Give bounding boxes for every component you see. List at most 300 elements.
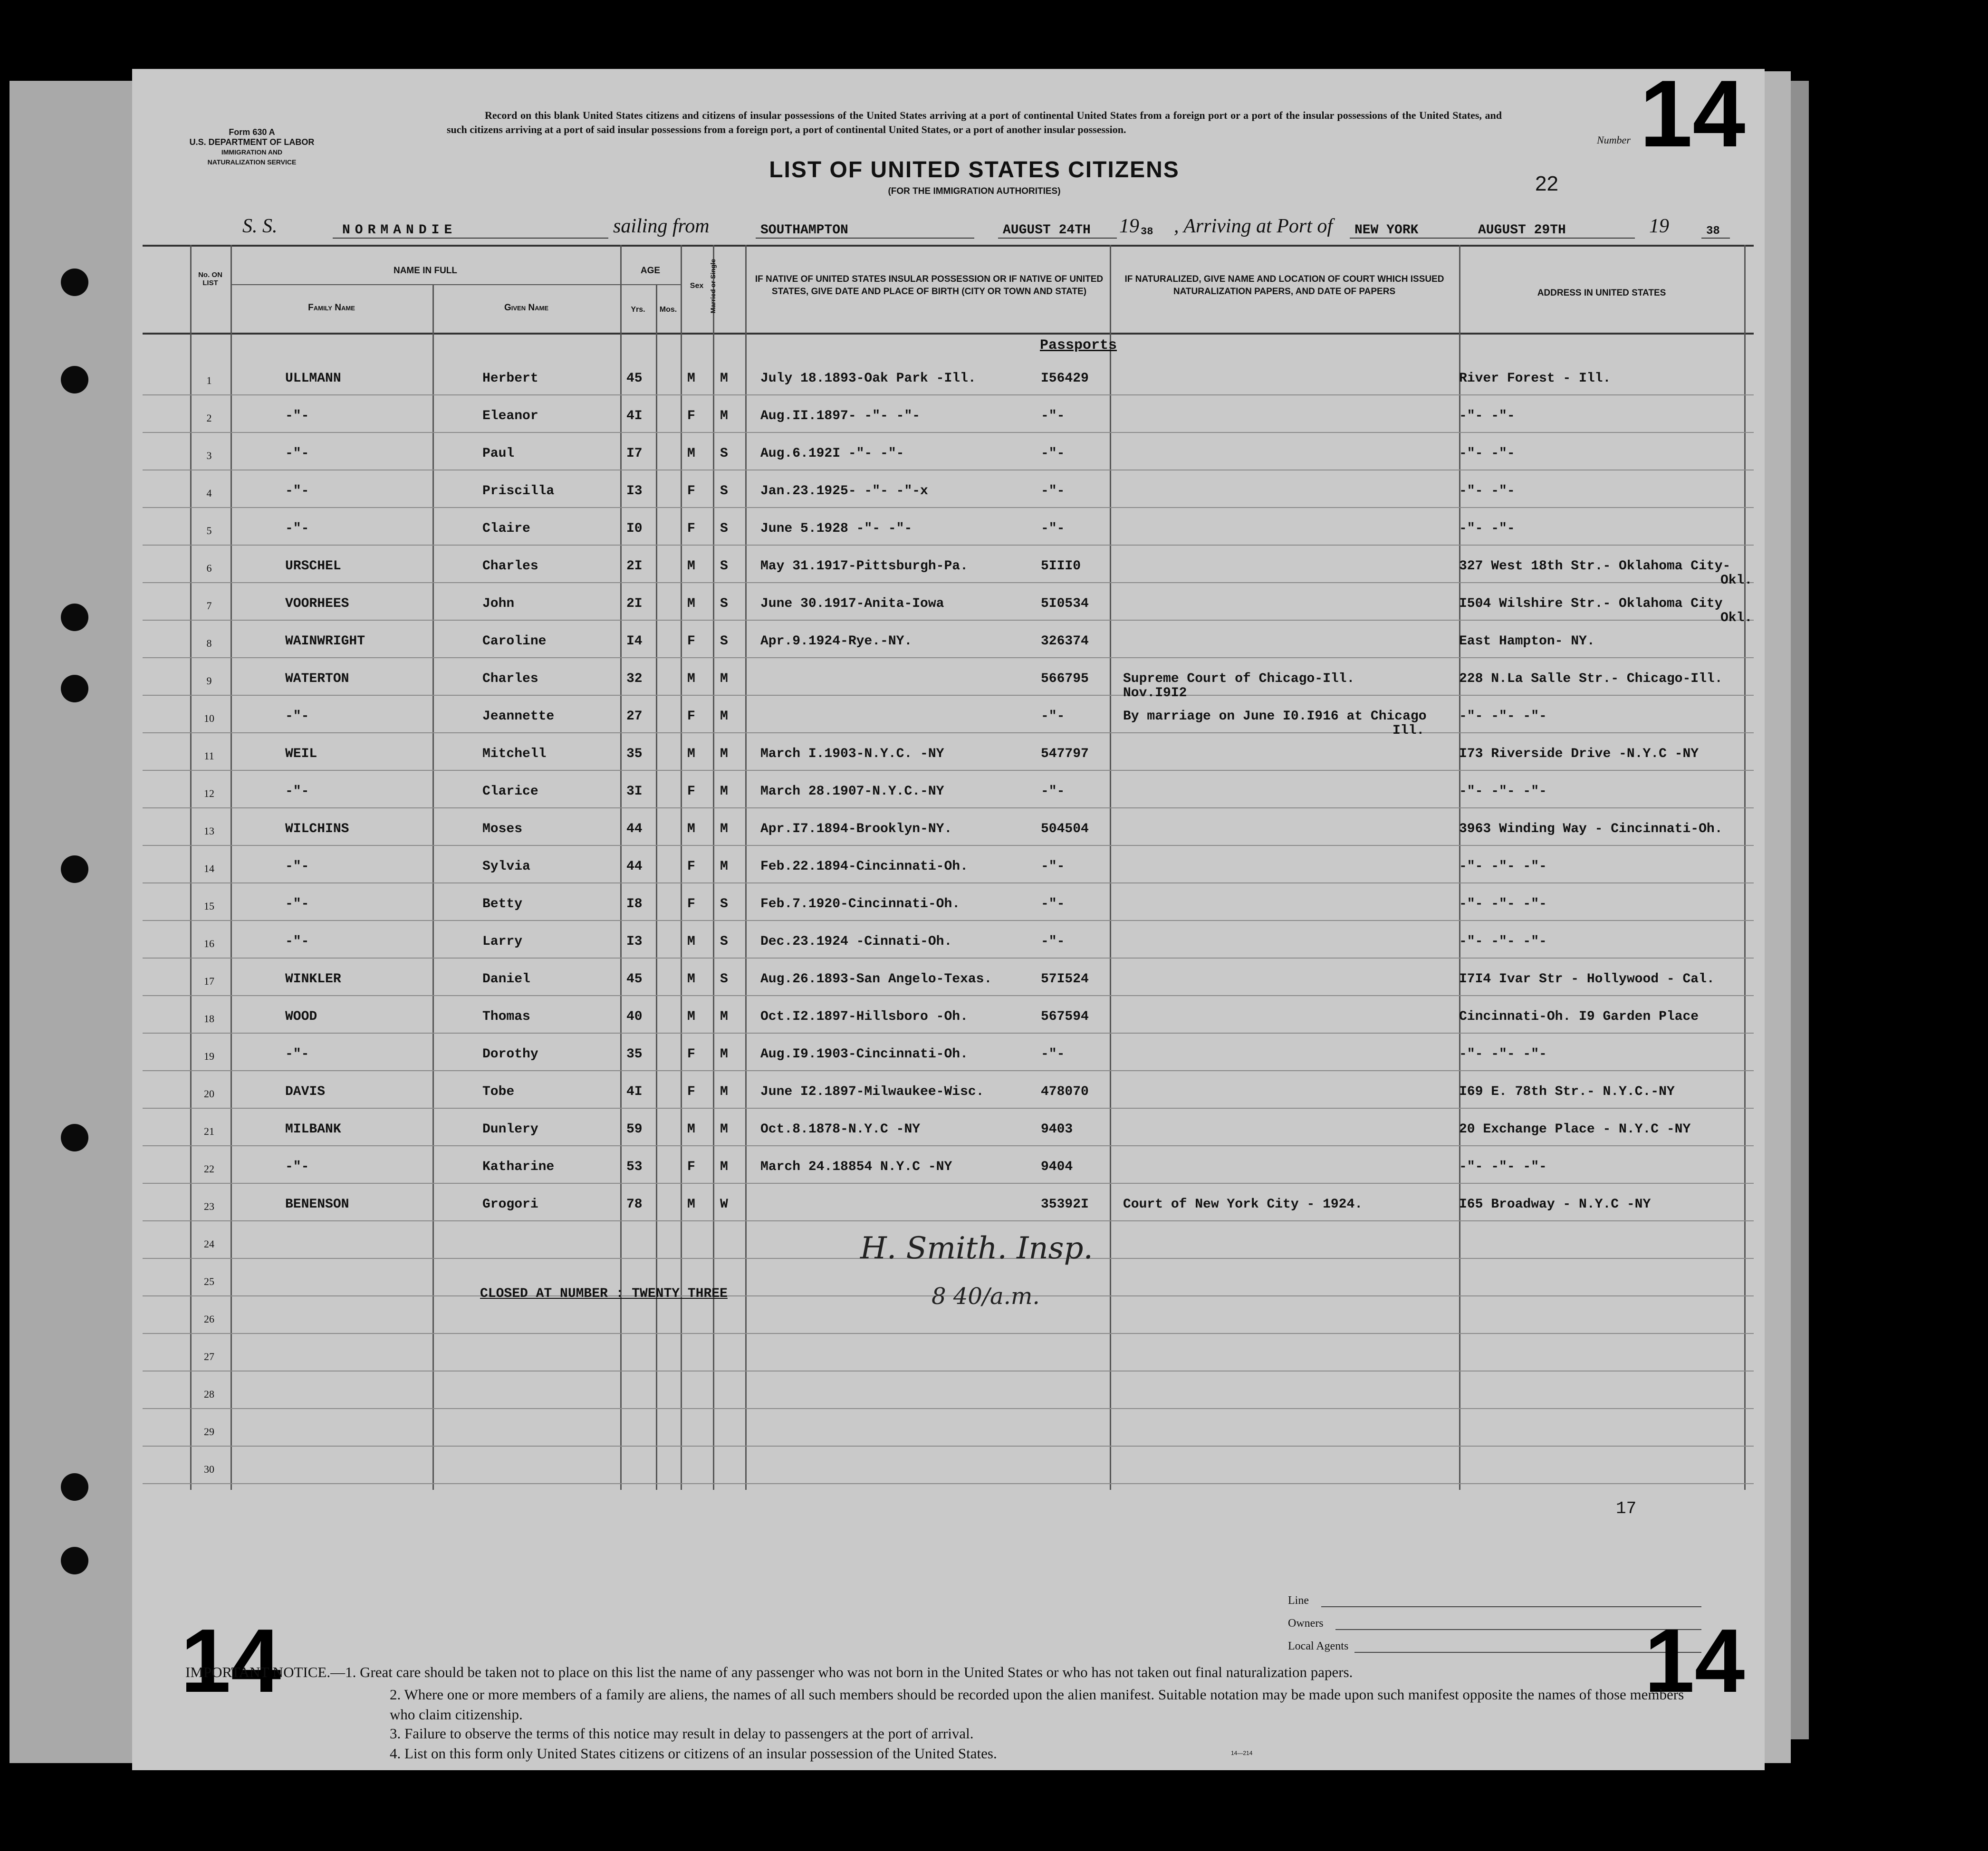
row-sex: F [687, 859, 695, 874]
row-yrs: 2I [626, 596, 643, 611]
row-number: 14 [204, 863, 214, 874]
departure-port: SOUTHAMPTON [760, 223, 848, 238]
row-yrs: 32 [626, 671, 643, 686]
row-number: 18 [204, 1013, 214, 1025]
row-rule [143, 582, 1754, 583]
row-sex: F [687, 484, 695, 499]
departure-year-prefix: 19 [1119, 215, 1139, 237]
row-passport: -"- [1041, 859, 1065, 874]
row-yrs: I4 [626, 634, 643, 649]
row-number: 29 [204, 1426, 214, 1438]
row-family: -"- [285, 446, 309, 461]
header-native-birth: IF NATIVE OF UNITED STATES INSULAR POSSESSION OR IF NATIVE OF UNITED STATES, GIVE DATE AND PLACE OF BIRTH (CITY OR TOWN AND STATE) [755, 274, 1104, 297]
row-number: 24 [204, 1238, 214, 1250]
row-family: -"- [285, 897, 309, 911]
page-edge [1765, 71, 1791, 1763]
row-passport: -"- [1041, 934, 1065, 949]
row-yrs: I8 [626, 897, 643, 911]
row-sex: M [687, 972, 695, 987]
owners-label: Owners [1288, 1617, 1324, 1630]
row-address-continued: Okl. [1720, 573, 1753, 588]
corner-number-left: 14 [181, 1611, 281, 1711]
row-given: Jeannette [482, 709, 555, 724]
row-rule [143, 1108, 1754, 1109]
row-sex: M [687, 822, 695, 836]
row-ms: S [720, 559, 728, 574]
row-number: 5 [206, 525, 212, 537]
row-address-continued: Okl. [1720, 611, 1753, 625]
row-number: 17 [204, 975, 214, 987]
name-subheader-rule [230, 284, 620, 285]
row-rule [143, 394, 1754, 395]
ss-label: S. S. [242, 215, 278, 237]
row-ms: M [720, 709, 728, 724]
row-address: I69 E. 78th Str.- N.Y.C.-NY [1459, 1084, 1675, 1099]
row-rule [143, 732, 1754, 733]
binder-hole [61, 604, 88, 631]
row-ms: S [720, 972, 728, 987]
row-ms: M [720, 747, 728, 761]
row-given: Dorothy [482, 1047, 538, 1062]
row-sex: M [687, 934, 695, 949]
row-ms: S [720, 521, 728, 536]
row-court: Supreme Court of Chicago-Ill. [1123, 671, 1355, 686]
closed-at-number: CLOSED AT NUMBER : TWENTY THREE [480, 1286, 728, 1301]
row-ms: M [720, 1122, 728, 1137]
row-address: 20 Exchange Place - N.Y.C -NY [1459, 1122, 1691, 1137]
row-address: I7I4 Ivar Str - Hollywood - Cal. [1459, 972, 1715, 987]
row-passport: -"- [1041, 409, 1065, 423]
row-passport: -"- [1041, 1047, 1065, 1062]
departure-date: AUGUST 24TH [1003, 223, 1091, 238]
row-family: URSCHEL [285, 559, 341, 574]
row-birth: Aug.26.1893-San Angelo-Texas. [760, 972, 992, 987]
departure-year: 38 [1141, 226, 1153, 238]
age-subheader-rule [620, 284, 681, 285]
row-passport: 9404 [1041, 1160, 1073, 1174]
row-birth: Aug.II.1897- -"- -"- [760, 409, 921, 423]
header-given-name: Given Name [504, 303, 548, 313]
arrival-port: NEW YORK [1354, 223, 1419, 238]
row-birth: Apr.9.1924-Rye.-NY. [760, 634, 912, 649]
column-line [656, 285, 657, 1490]
row-given: Claire [482, 521, 530, 536]
row-passport: 57I524 [1041, 972, 1089, 987]
binder-hole [61, 855, 88, 883]
header-name-in-full: NAME IN FULL [393, 266, 458, 276]
row-ms: W [720, 1197, 728, 1212]
row-number: 11 [204, 750, 214, 762]
row-address: Cincinnati-Oh. I9 Garden Place [1459, 1009, 1699, 1024]
row-rule [143, 770, 1754, 771]
row-birth: Feb.7.1920-Cincinnati-Oh. [760, 897, 960, 911]
underline [756, 238, 974, 239]
row-address: 327 West 18th Str.- Oklahoma City- [1459, 559, 1731, 574]
row-given: Clarice [482, 784, 538, 799]
row-sex: F [687, 709, 695, 724]
row-rule [143, 695, 1754, 696]
form-identification [162, 127, 342, 167]
page-subtitle: (FOR THE IMMIGRATION AUTHORITIES) [888, 186, 1061, 196]
row-given: Daniel [482, 972, 530, 987]
row-given: Grogori [482, 1197, 538, 1212]
row-address: -"- -"- [1459, 484, 1515, 499]
row-family: BENENSON [285, 1197, 349, 1212]
row-number: 16 [204, 938, 214, 949]
binder-hole [61, 366, 88, 393]
row-given: John [482, 596, 515, 611]
page-edge-shadow [1791, 81, 1809, 1739]
column-line [190, 245, 192, 1490]
sailing-from-label: sailing from [613, 215, 710, 237]
row-number: 4 [206, 487, 212, 499]
row-rule [143, 995, 1754, 996]
binder-hole [61, 1547, 88, 1574]
row-birth: Dec.23.1924 -Cinnati-Oh. [760, 934, 952, 949]
row-sex: M [687, 596, 695, 611]
column-line [1110, 245, 1111, 1490]
row-court: By marriage on June I0.I916 at Chicago [1123, 709, 1427, 724]
row-yrs: 35 [626, 747, 643, 761]
row-rule [143, 1183, 1754, 1184]
row-family: ULLMANN [285, 371, 341, 386]
row-birth: May 31.1917-Pittsburgh-Pa. [760, 559, 968, 574]
row-number: 8 [206, 637, 212, 649]
column-line [620, 245, 622, 1490]
row-birth: Jan.23.1925- -"- -"-x [760, 484, 928, 499]
row-address: -"- -"- -"- [1459, 709, 1547, 724]
column-line [745, 245, 747, 1490]
row-passport: -"- [1041, 784, 1065, 799]
row-family: -"- [285, 709, 309, 724]
row-number: 23 [204, 1200, 214, 1212]
binder-hole [61, 1473, 88, 1501]
binder-hole [61, 1124, 88, 1151]
row-rule [143, 920, 1754, 921]
row-passport: 5III0 [1041, 559, 1081, 574]
notice-1: IMPORTANT NOTICE.—1. Great care should be taken not to place on this list the name of any passenger who was not born in the United States or who has not taken out final naturalization papers. [185, 1664, 1353, 1680]
row-family: WOOD [285, 1009, 317, 1024]
row-birth: March 24.18854 N.Y.C -NY [760, 1160, 952, 1174]
row-court: Court of New York City - 1924. [1123, 1197, 1363, 1212]
row-family: -"- [285, 521, 309, 536]
row-rule [143, 507, 1754, 508]
row-court-continued: Ill. [1393, 723, 1425, 738]
row-family: WINKLER [285, 972, 341, 987]
sheet-count: 17 [1616, 1499, 1637, 1518]
row-yrs: 44 [626, 859, 643, 874]
column-line [230, 245, 232, 1490]
row-number: 3 [206, 450, 212, 461]
row-address: -"- -"- -"- [1459, 784, 1547, 799]
row-rule [143, 545, 1754, 546]
row-address: I65 Broadway - N.Y.C -NY [1459, 1197, 1651, 1212]
row-number: 12 [204, 787, 214, 799]
row-passport: -"- [1041, 897, 1065, 911]
row-ms: S [720, 596, 728, 611]
row-rule [143, 1408, 1754, 1409]
row-passport: 5I0534 [1041, 596, 1089, 611]
arrival-date: AUGUST 29TH [1478, 223, 1566, 238]
row-yrs: I3 [626, 484, 643, 499]
column-line [713, 245, 714, 1490]
row-family: -"- [285, 484, 309, 499]
row-sex: F [687, 784, 695, 799]
header-naturalized: IF NATURALIZED, GIVE NAME AND LOCATION OF COURT WHICH ISSUED NATURALIZATION PAPERS, AND DATE OF PAPERS [1124, 274, 1444, 297]
row-given: Sylvia [482, 859, 530, 874]
row-rule [143, 620, 1754, 621]
row-family: -"- [285, 784, 309, 799]
row-sex: M [687, 559, 695, 574]
row-family: DAVIS [285, 1084, 326, 1099]
row-birth: June 5.1928 -"- -"- [760, 521, 912, 536]
row-ms: M [720, 822, 728, 836]
header-age: AGE [640, 266, 661, 276]
row-given: Eleanor [482, 409, 538, 423]
row-number: 15 [204, 900, 214, 912]
row-rule [143, 882, 1754, 883]
row-rule [143, 845, 1754, 846]
row-birth: Aug.6.192I -"- -"- [760, 446, 904, 461]
row-yrs: 4I [626, 1084, 643, 1099]
local-agents-label: Local Agents [1288, 1640, 1349, 1652]
row-ms: M [720, 1047, 728, 1062]
row-sex: F [687, 634, 695, 649]
row-number: 10 [204, 712, 214, 724]
row-given: Caroline [482, 634, 547, 649]
row-ms: M [720, 671, 728, 686]
row-ms: M [720, 371, 728, 386]
page-title: LIST OF UNITED STATES CITIZENS [769, 157, 1180, 182]
row-address: -"- -"- [1459, 446, 1515, 461]
row-given: Dunlery [482, 1122, 538, 1137]
row-given: Herbert [482, 371, 538, 386]
row-yrs: 53 [626, 1160, 643, 1174]
header-sex: Sex [690, 282, 704, 290]
row-family: -"- [285, 409, 309, 423]
row-birth: June I2.1897-Milwaukee-Wisc. [760, 1084, 984, 1099]
binding-strip [10, 81, 132, 1763]
row-yrs: 40 [626, 1009, 643, 1024]
row-sex: F [687, 897, 695, 911]
row-family: -"- [285, 1160, 309, 1174]
row-ms: S [720, 897, 728, 911]
arriving-label: , Arriving at Port of [1174, 215, 1333, 237]
row-court-continued: Nov.I9I2 [1123, 686, 1187, 700]
row-ms: M [720, 784, 728, 799]
row-given: Charles [482, 559, 538, 574]
row-yrs: 35 [626, 1047, 643, 1062]
row-family: -"- [285, 934, 309, 949]
row-birth: Feb.22.1894-Cincinnati-Oh. [760, 859, 968, 874]
row-rule [143, 432, 1754, 433]
print-code: 14—214 [1231, 1750, 1253, 1756]
row-ms: S [720, 446, 728, 461]
row-ms: M [720, 1160, 728, 1174]
row-sex: M [687, 446, 695, 461]
header-no-on-list: No. ON LIST [198, 271, 222, 287]
row-number: 19 [204, 1050, 214, 1062]
row-yrs: 2I [626, 559, 643, 574]
row-address: -"- -"- -"- [1459, 897, 1547, 911]
row-number: 9 [206, 675, 212, 687]
row-rule [143, 807, 1754, 808]
row-address: I73 Riverside Drive -N.Y.C -NY [1459, 747, 1699, 761]
page-number: 22 [1535, 172, 1558, 195]
row-rule [143, 657, 1754, 658]
row-sex: M [687, 1009, 695, 1024]
row-rule [143, 1033, 1754, 1034]
row-yrs: 78 [626, 1197, 643, 1212]
arrival-year: 38 [1706, 225, 1720, 238]
row-birth: Oct.I2.1897-Hillsboro -Oh. [760, 1009, 968, 1024]
row-address: 3963 Winding Way - Cincinnati-Oh. [1459, 822, 1723, 836]
row-passport: 566795 [1041, 671, 1089, 686]
header-years: Yrs. [631, 306, 645, 314]
row-yrs: 44 [626, 822, 643, 836]
row-rule [143, 1145, 1754, 1146]
underline [333, 238, 608, 239]
underline [998, 238, 1117, 239]
row-family: WAINWRIGHT [285, 634, 365, 649]
inspector-signature: H. Smith. Insp. [860, 1231, 1093, 1266]
row-sex: M [687, 1122, 695, 1137]
passports-label: Passports [1040, 337, 1117, 354]
row-number: 30 [204, 1463, 214, 1475]
header-address: ADDRESS IN UNITED STATES [1537, 288, 1666, 298]
row-given: Thomas [482, 1009, 530, 1024]
row-passport: 326374 [1041, 634, 1089, 649]
service-line-2: NATURALIZATION SERVICE [207, 158, 297, 166]
row-passport: I56429 [1041, 371, 1089, 386]
underline [1701, 238, 1730, 239]
header-family-name: Family Name [308, 303, 355, 313]
row-yrs: 59 [626, 1122, 643, 1137]
notice-3: 3. Failure to observe the terms of this notice may result in delay to passengers at the port of arrival. [390, 1725, 974, 1742]
row-yrs: 27 [626, 709, 643, 724]
row-ms: S [720, 634, 728, 649]
row-ms: S [720, 934, 728, 949]
row-given: Tobe [482, 1084, 515, 1099]
row-number: 7 [206, 600, 212, 612]
number-label: Number [1597, 134, 1631, 146]
row-passport: 9403 [1041, 1122, 1073, 1137]
row-number: 6 [206, 562, 212, 574]
row-family: VOORHEES [285, 596, 349, 611]
row-number: 26 [204, 1313, 214, 1325]
column-line [432, 285, 434, 1490]
row-number: 22 [204, 1163, 214, 1175]
row-rule [143, 1220, 1754, 1221]
row-birth: June 30.1917-Anita-Iowa [760, 596, 944, 611]
row-birth: March 28.1907-N.Y.C.-NY [760, 784, 944, 799]
row-given: Mitchell [482, 747, 547, 761]
row-passport: 567594 [1041, 1009, 1089, 1024]
row-birth: Apr.I7.1894-Brooklyn-NY. [760, 822, 952, 836]
row-number: 13 [204, 825, 214, 837]
line-rule [1321, 1606, 1701, 1607]
binder-hole [61, 269, 88, 296]
row-yrs: 45 [626, 371, 643, 386]
inspection-time: 8 40/a.m. [932, 1283, 1040, 1310]
row-number: 28 [204, 1388, 214, 1400]
header-bottom-rule [143, 333, 1754, 335]
row-family: WILCHINS [285, 822, 349, 836]
row-sex: F [687, 1084, 695, 1099]
row-sex: M [687, 1197, 695, 1212]
service-line-1: IMMIGRATION AND [221, 148, 283, 156]
row-number: 2 [206, 412, 212, 424]
row-rule [143, 1446, 1754, 1447]
department: U.S. DEPARTMENT OF LABOR [189, 137, 315, 147]
corner-number-right: 14 [1644, 1611, 1745, 1711]
row-family: WEIL [285, 747, 317, 761]
notice-2: 2. Where one or more members of a family are aliens, the names of all such members should be recorded upon the alien manifest. Suitable notation may be made upon such manifest opposite the names of those members who claim citizenship. [390, 1686, 1684, 1723]
row-sex: F [687, 521, 695, 536]
row-passport: 35392I [1041, 1197, 1089, 1212]
row-passport: -"- [1041, 484, 1065, 499]
column-line [681, 245, 682, 1490]
arrival-year-prefix: 19 [1649, 215, 1669, 237]
row-given: Moses [482, 822, 523, 836]
row-given: Betty [482, 897, 523, 911]
row-ms: M [720, 1009, 728, 1024]
row-address: I504 Wilshire Str.- Oklahoma City [1459, 596, 1723, 611]
manifest-sheet [132, 61, 1765, 1770]
instructions-text: Record on this blank United States citizens and citizens of insular possessions of the United States arriving at a port of continental United States from a foreign port or a port of the insular possessions of the United States, and such citizens arriving at a port of said insular possessions from a foreign port, a port of continental United States, or a port of another insular possession. [447, 109, 1502, 135]
row-family: WATERTON [285, 671, 349, 686]
row-birth: Aug.I9.1903-Cincinnati-Oh. [760, 1047, 968, 1062]
row-family: MILBANK [285, 1122, 341, 1137]
table-top-rule [143, 245, 1754, 247]
row-passport: -"- [1041, 521, 1065, 536]
row-passport: 478070 [1041, 1084, 1089, 1099]
row-birth: March I.1903-N.Y.C. -NY [760, 747, 944, 761]
column-line [1744, 245, 1746, 1490]
row-sex: M [687, 371, 695, 386]
row-ms: S [720, 484, 728, 499]
row-number: 1 [206, 374, 212, 386]
list-number: 14 [1640, 61, 1746, 167]
row-given: Charles [482, 671, 538, 686]
row-family: -"- [285, 1047, 309, 1062]
row-address: River Forest - Ill. [1459, 371, 1611, 386]
row-birth: Oct.8.1878-N.Y.C -NY [760, 1122, 921, 1137]
row-yrs: I3 [626, 934, 643, 949]
row-given: Larry [482, 934, 523, 949]
row-sex: F [687, 409, 695, 423]
row-yrs: 45 [626, 972, 643, 987]
row-rule [143, 958, 1754, 959]
notice-4: 4. List on this form only United States citizens or citizens of an insular possession of the United States. [390, 1745, 997, 1762]
row-sex: F [687, 1047, 695, 1062]
header-months: Mos. [659, 306, 677, 314]
row-address: -"- -"- -"- [1459, 934, 1547, 949]
row-sex: M [687, 671, 695, 686]
row-passport: -"- [1041, 446, 1065, 461]
row-rule [143, 1333, 1754, 1334]
row-number: 25 [204, 1276, 214, 1287]
row-yrs: 3I [626, 784, 643, 799]
row-yrs: 4I [626, 409, 643, 423]
row-address: -"- -"- [1459, 409, 1515, 423]
row-passport: -"- [1041, 709, 1065, 724]
ship-name: NORMANDIE [342, 223, 457, 238]
row-sex: M [687, 747, 695, 761]
header-married-single: Married or Single [709, 259, 717, 314]
row-family: -"- [285, 859, 309, 874]
row-sex: F [687, 1160, 695, 1174]
